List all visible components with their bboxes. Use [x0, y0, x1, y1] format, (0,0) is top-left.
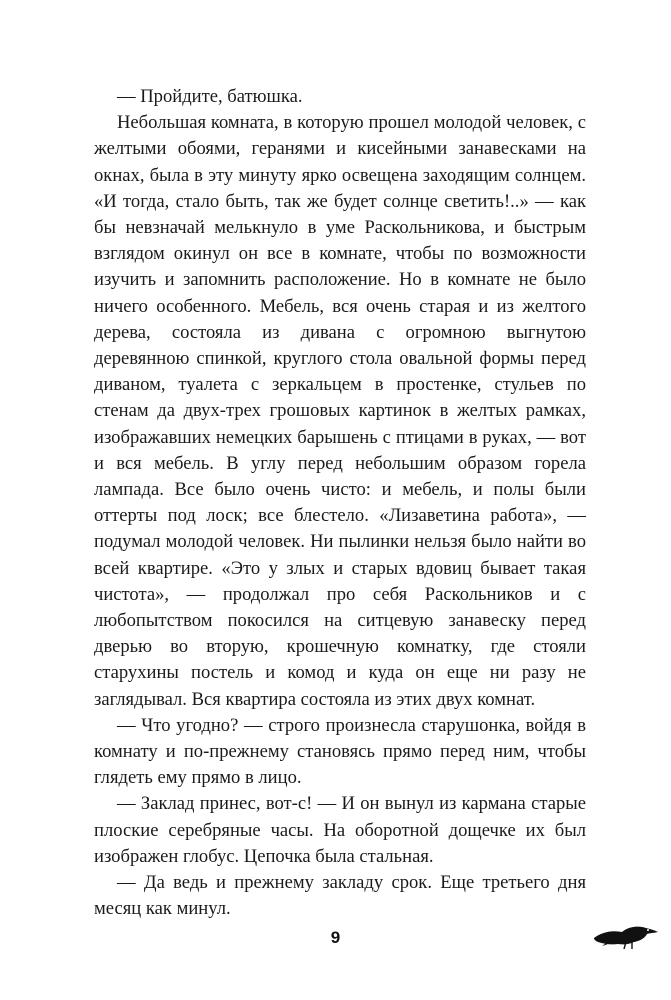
paragraph: — Да ведь и прежнему закладу срок. Еще третьего дня месяц как минул. — [94, 872, 586, 920]
crow-icon — [590, 918, 662, 954]
page-body — [94, 84, 586, 923]
paragraph: — Пройдите, батюшка. — [117, 86, 303, 107]
paragraph: — Что угодно? — строго произнесла старушонка, войдя в комнату и по-прежнему становясь прямо перед ним, чтобы глядеть ему прямо в лицо. — [94, 714, 586, 789]
paragraph: — Заклад принес, вот-с! — И он вынул из кармана старые плоские серебряные часы. На оборотной дощечке их был изображен глобус. Цепочка была стальная. — [94, 793, 586, 867]
paragraph: Небольшая комната, в которую прошел молодой человек, с желтыми обоями, геранями и кисейными занавесками на окнах, была в эту минуту ярко освещена заходящим солнцем. «И тогда, стало быть, так же будет солнце светить!..» — как бы невзначай мелькнуло в уме Раскольникова, и быстрым взглядом окинул он все в комнате, чтобы по возможности изучить и запомнить расположение. Но в комнате не было ничего особенного. Мебель, вся очень старая и из желтого дерева, состояла из дивана с огромною выгнутою деревянною спинкой, круглого стола овальной формы перед диваном, туалета с зеркальцем в простенке, стульев по стенам да двух-трех грошовых картинок в желтых рамках, изображавших немецких барышень с птицами в руках, — вот и вся мебель. В углу перед небольшим образом горела лампада. Все было очень чисто: и мебель, и полы были оттерты под лоск; все блестело. «Лизаветина работа», — подумал молодой человек. Ни пылинки нельзя было найти во всей квартире. «Это у злых и старых вдовиц бывает такая чистота», — продолжал про себя Раскольников и с любопытством покосился на ситцевую занавеску перед дверью во вторую, крошечную комнатку, где стояли старухины постель и комод и куда он еще ни разу не заглядывал. Вся квартира состояла из этих двух комнат. — [94, 112, 586, 710]
page-number: 9 — [330, 928, 341, 947]
